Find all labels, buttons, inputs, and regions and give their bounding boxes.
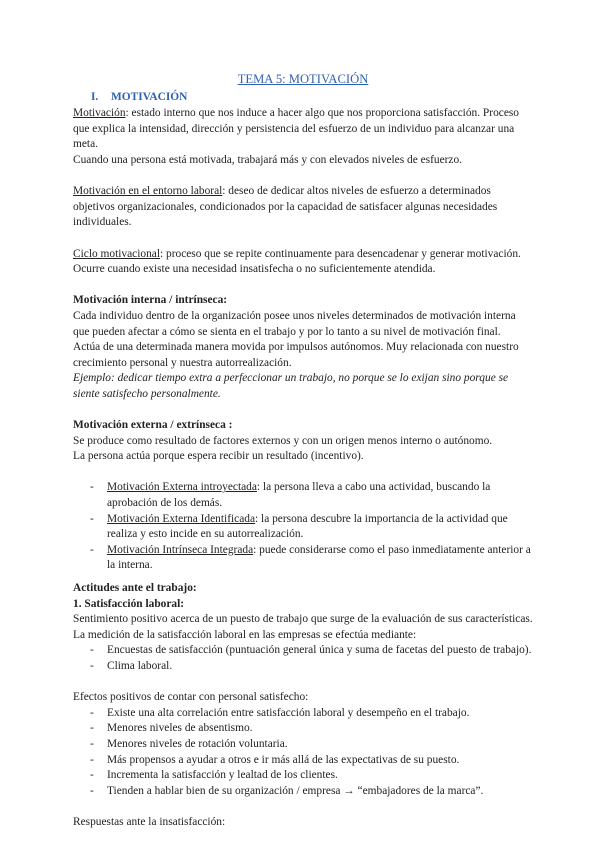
page-title: TEMA 5: MOTIVACIÓN xyxy=(237,72,369,86)
list-item-text: : la persona lleva a cabo una actividad, buscando la aprobación de los demás. xyxy=(107,481,491,510)
list-item-term: Motivación Intrínseca Integrada xyxy=(107,543,254,556)
list-item: - Existe una alta correlación entre satisfacción laboral y desempeño en el trabajo. xyxy=(73,706,533,722)
document-page xyxy=(73,72,533,831)
paragraph: Respuestas ante la insatisfacción: xyxy=(73,815,226,828)
paragraph: La medición de la satisfacción laboral en las empresas se efectúa mediante: xyxy=(73,628,417,641)
list-item xyxy=(73,543,533,574)
paragraph: Sentimiento positivo acerca de un puesto de trabajo que surge de la evaluación de sus características. xyxy=(73,613,533,626)
definition-line: Cuando una persona está motivada, trabajará más y con elevados niveles de esfuerzo. xyxy=(73,153,463,166)
definition-text: : estado interno que nos induce a hacer algo que nos proporciona satisfacción. Proceso que explica la intensidad, dirección y persistencia del esfuerzo de un individuo para alcanzar una meta. xyxy=(73,107,519,151)
paragraph: Se produce como resultado de factores externos y con un origen menos interno o autónomo. xyxy=(73,434,493,447)
term-ciclo: Ciclo motivacional xyxy=(73,247,160,260)
definition-text: : deseo de dedicar altos niveles de esfuerzo a determinados objetivos organizacionales, condicionados por la capacidad de satisfacer algunas necesidades individuales. xyxy=(73,185,498,229)
subheading-satisfaccion: 1. Satisfacción laboral: xyxy=(73,597,185,610)
list-item: - Menores niveles de rotación voluntaria. xyxy=(73,737,533,753)
heading-interna: Motivación interna / intrínseca: xyxy=(73,294,228,307)
definition-motivacion xyxy=(73,106,533,153)
section-heading xyxy=(91,90,533,106)
section-label: MOTIVACIÓN xyxy=(111,90,188,103)
externa-list xyxy=(73,480,533,574)
list-item-term: Motivación Externa introyectada xyxy=(107,481,257,494)
list-item: - Clima laboral. xyxy=(73,659,533,675)
list-item-text: : la persona descubre la importancia de la actividad que realiza y esto incide en su autorrealización. xyxy=(107,512,508,541)
example-text: Ejemplo: dedicar tiempo extra a perfeccionar un trabajo, no porque se lo exijan sino porque se siente satisfecho personalmente. xyxy=(73,372,509,400)
definition-ciclo xyxy=(73,247,533,263)
definition-text: : proceso que se repite continuamente para desencadenar y generar motivación. xyxy=(160,247,521,260)
list-item: - Incrementa la satisfacción y lealtad de los clientes. xyxy=(73,768,533,784)
paragraph: Actúa de una determinada manera movida por impulsos autónomos. Muy relacionada con nuestro crecimiento personal y nuestra autorrealización. xyxy=(73,341,519,369)
heading-actitudes: Actitudes ante el trabajo: xyxy=(73,582,197,594)
list-item-term: Motivación Externa Identificada xyxy=(107,512,256,525)
list-item: - Más propensos a ayudar a otros e ir más allá de las expectativas de su puesto. xyxy=(73,753,533,769)
section-number: I. xyxy=(91,90,99,103)
definition-line: Ocurre cuando existe una necesidad insatisfecha o no suficientemente atendida. xyxy=(73,263,436,276)
list-item: - Encuestas de satisfacción (puntuación general única y suma de facetas del puesto de trabajo). xyxy=(73,643,533,659)
list-item xyxy=(73,512,533,543)
list-item xyxy=(73,480,533,511)
efectos-list xyxy=(73,706,533,800)
paragraph: Cada individuo dentro de la organización posee unos niveles determinados de motivación interna que pueden afectar a cómo se sienta en el trabajo y por lo tanto a su nivel de motivación final. xyxy=(73,309,516,338)
term-motivacion: Motivación xyxy=(73,107,126,120)
term-entorno: Motivación en el entorno laboral xyxy=(73,185,223,198)
medicion-list xyxy=(73,643,533,674)
list-item: - Tienden a hablar bien de su organización / empresa → “embajadores de la marca”. xyxy=(73,784,533,800)
list-item-text: : puede considerarse como el paso inmediatamente anterior a la interna. xyxy=(107,543,531,572)
paragraph: Efectos positivos de contar con personal satisfecho: xyxy=(73,691,309,704)
list-item: - Menores niveles de absentismo. xyxy=(73,721,533,737)
paragraph: La persona actúa porque espera recibir un resultado (incentivo). xyxy=(73,450,364,463)
definition-entorno xyxy=(73,184,533,231)
heading-externa: Motivación externa / extrínseca : xyxy=(73,419,233,432)
